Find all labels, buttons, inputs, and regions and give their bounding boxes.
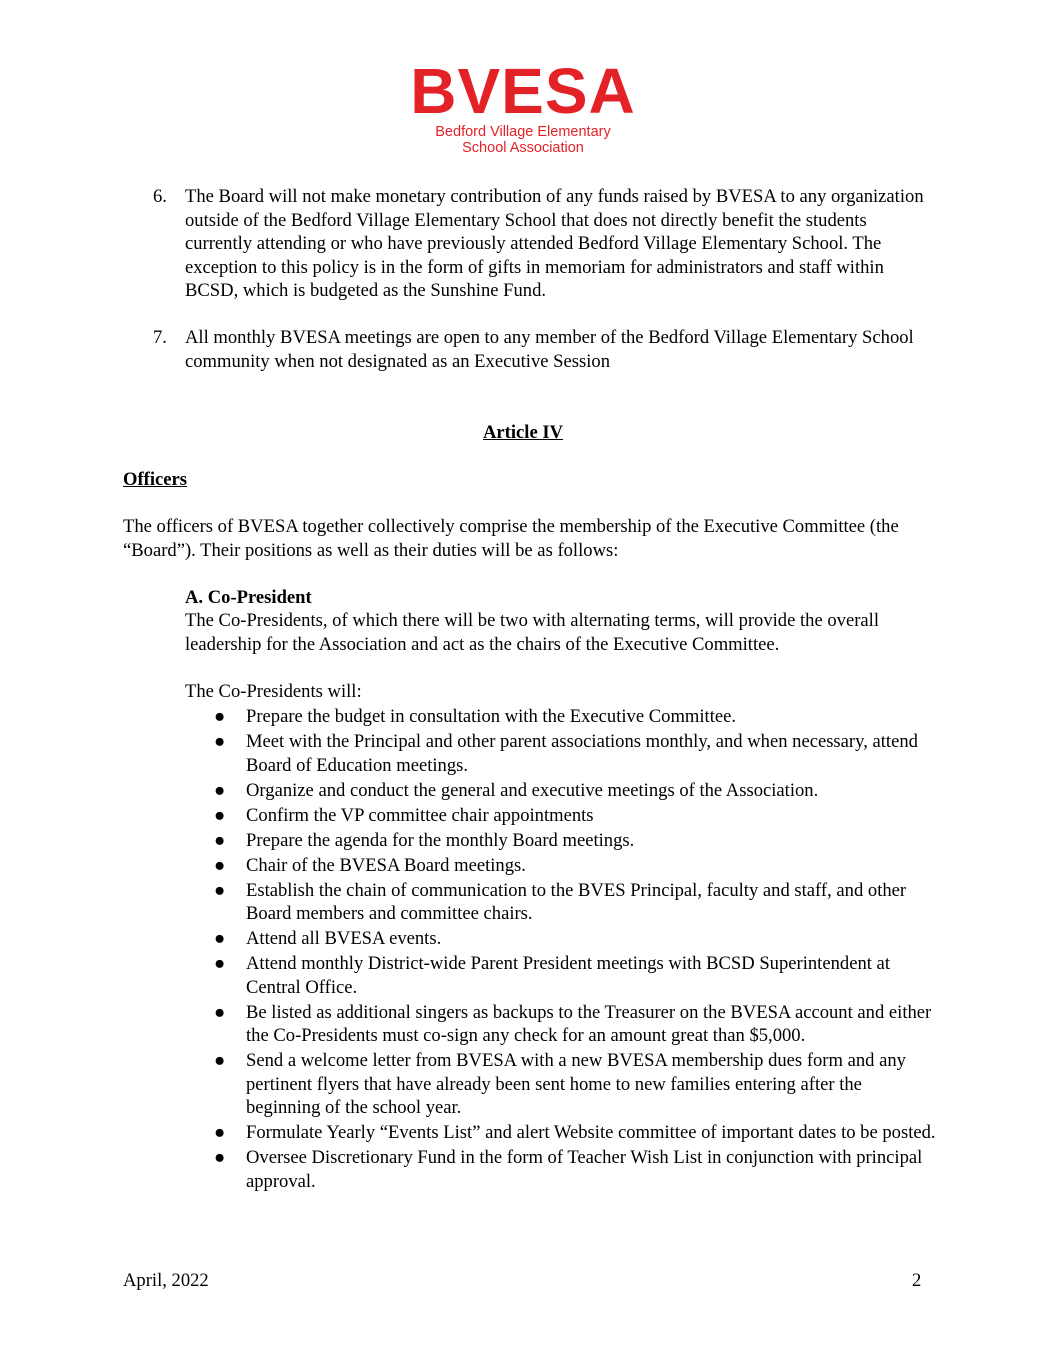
list-item-text: Establish the chain of communication to the BVES Principal, faculty and staff, and other Board members and committee chairs. bbox=[246, 879, 907, 925]
list-item-text: Attend monthly District-wide Parent President meetings with BCSD Superintendent at Central Office. bbox=[246, 953, 890, 998]
bullet-icon: ● bbox=[214, 829, 226, 851]
section-a-will-label: The Co-Presidents will: bbox=[185, 681, 362, 702]
list-item bbox=[0, 927, 936, 951]
bullet-icon: ● bbox=[214, 1001, 226, 1023]
bullet-icon: ● bbox=[214, 1147, 226, 1169]
list-item-text: Confirm the VP committee chair appointments bbox=[246, 804, 594, 826]
list-item bbox=[0, 705, 936, 729]
list-item-text: Prepare the budget in consultation with the Executive Committee. bbox=[246, 706, 737, 727]
list-item bbox=[0, 1121, 936, 1145]
bullet-icon: ● bbox=[214, 854, 226, 876]
list-item bbox=[0, 804, 936, 828]
list-item-text: Oversee Discretionary Fund in the form of Teacher Wish List in conjunction with principal approval. bbox=[246, 1147, 923, 1192]
list-item-text: Organize and conduct the general and executive meetings of the Association. bbox=[246, 779, 819, 801]
list-item bbox=[0, 730, 936, 777]
item-number: 6. bbox=[153, 186, 167, 207]
bullet-icon: ● bbox=[214, 1122, 226, 1144]
section-a-description: The Co-Presidents, of which there will be two with alternating terms, will provide the overall leadership for the Association and act as the chairs of the Executive Committee. bbox=[185, 610, 879, 655]
list-item bbox=[0, 779, 936, 803]
bullet-icon: ● bbox=[214, 928, 226, 950]
bullet-icon: ● bbox=[214, 804, 226, 826]
list-item bbox=[0, 1146, 936, 1193]
section-a-heading: A. Co-President bbox=[185, 587, 312, 608]
logo-subtitle-line1: Bedford Village Elementary bbox=[435, 124, 611, 140]
bullet-icon: ● bbox=[214, 1050, 226, 1072]
item-text: The Board will not make monetary contribution of any funds raised by BVESA to any organization outside of the Bedford Village Elementary School that does not directly benefit the students currently attending or who have previously attended Bedford Village Elementary School. The exception to this policy is in the form of gifts in memoriam for administrators and staff within BCSD, which is budgeted as the Sunshine Fund. bbox=[185, 186, 924, 302]
footer-date: April, 2022 bbox=[123, 1270, 209, 1291]
bullet-icon: ● bbox=[214, 706, 226, 727]
list-item-text: Be listed as additional singers as backups to the Treasurer on the BVESA account and either the Co-Presidents must co-sign any check for an amount great than $5,000. bbox=[246, 1001, 932, 1047]
bvesa-logo bbox=[0, 55, 1046, 156]
list-item-text: Meet with the Principal and other parent associations monthly, and when necessary, attend Board of Education meetings. bbox=[246, 730, 918, 776]
list-item-text: Formulate Yearly “Events List” and alert Website committee of important dates to be posted. bbox=[246, 1122, 936, 1144]
item-text: All monthly BVESA meetings are open to any member of the Bedford Village Elementary School community when not designated as an Executive Session bbox=[185, 327, 914, 372]
bullet-icon: ● bbox=[214, 879, 226, 901]
list-item-text: Send a welcome letter from BVESA with a new BVESA membership dues form and any pertinent flyers that have already been sent home to new families entering after the beginning of the school year. bbox=[246, 1050, 906, 1119]
bullet-icon: ● bbox=[214, 953, 226, 975]
list-item bbox=[0, 854, 936, 878]
list-item bbox=[0, 879, 936, 926]
co-president-duties-list bbox=[0, 705, 1046, 1195]
page-number: 2 bbox=[912, 1270, 922, 1291]
list-item-text: Attend all BVESA events. bbox=[246, 928, 442, 950]
numbered-item-6 bbox=[153, 185, 933, 303]
numbered-item-7 bbox=[153, 326, 933, 373]
list-item-text: Prepare the agenda for the monthly Board meetings. bbox=[246, 829, 635, 851]
logo-title: BVESA bbox=[410, 55, 636, 127]
list-item bbox=[0, 829, 936, 853]
officers-heading: Officers bbox=[123, 469, 188, 490]
logo-subtitle-line2: School Association bbox=[462, 140, 584, 156]
article-heading: Article IV bbox=[482, 422, 564, 443]
bullet-icon: ● bbox=[214, 730, 226, 752]
officers-intro: The officers of BVESA together collectively comprise the membership of the Executive Committee (the “Board”). Their positions as well as their duties will be as follows: bbox=[123, 516, 899, 561]
list-item bbox=[0, 1001, 936, 1048]
list-item-text: Chair of the BVESA Board meetings. bbox=[246, 854, 526, 876]
item-number: 7. bbox=[153, 327, 167, 348]
list-item bbox=[0, 952, 936, 999]
list-item bbox=[0, 1049, 936, 1120]
bullet-icon: ● bbox=[214, 779, 226, 801]
